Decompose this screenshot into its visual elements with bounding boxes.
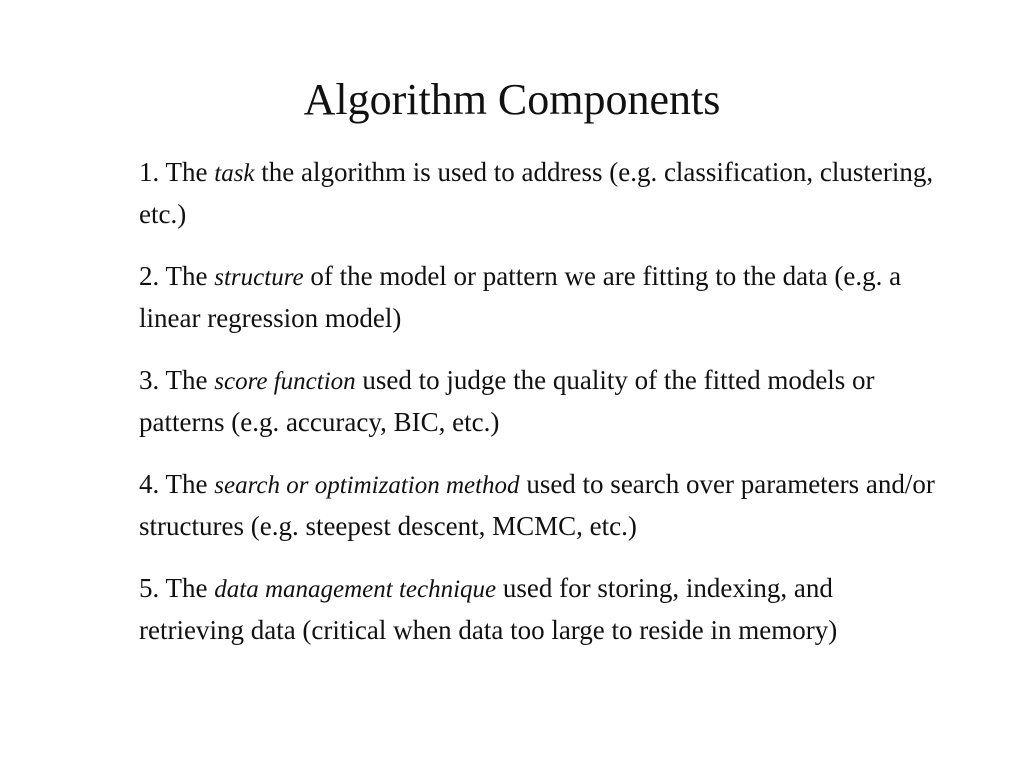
item-prefix: 2. The	[139, 261, 215, 291]
component-list	[139, 152, 939, 672]
item-text: used for storing, indexing, and retrieving data (critical when data too large to reside in memory)	[139, 573, 838, 645]
item-text: used to judge the quality of the fitted models or patterns (e.g. accuracy, BIC, etc.)	[139, 365, 875, 437]
item-emphasis: structure	[214, 264, 304, 291]
list-item-task	[139, 152, 939, 235]
item-prefix: 4. The	[139, 469, 215, 499]
item-emphasis: task	[214, 160, 255, 187]
item-text: used to search over parameters and/or structures (e.g. steepest descent, MCMC, etc.)	[139, 469, 935, 541]
slide-title: Algorithm Components	[303, 75, 721, 124]
item-prefix: 3. The	[139, 365, 215, 395]
item-emphasis: data management technique	[214, 576, 497, 603]
list-item-score-function	[139, 360, 939, 443]
item-emphasis: score function	[214, 368, 356, 395]
item-prefix: 5. The	[139, 573, 215, 603]
item-text: of the model or pattern we are fitting to the data (e.g. a linear regression model)	[139, 261, 902, 333]
list-item-search-method	[139, 464, 939, 547]
item-emphasis: search or optimization method	[214, 472, 520, 499]
list-item-data-management	[139, 568, 939, 651]
item-prefix: 1. The	[139, 157, 215, 187]
list-item-structure	[139, 256, 939, 339]
item-text: the algorithm is used to address (e.g. classification, clustering, etc.)	[139, 157, 934, 229]
